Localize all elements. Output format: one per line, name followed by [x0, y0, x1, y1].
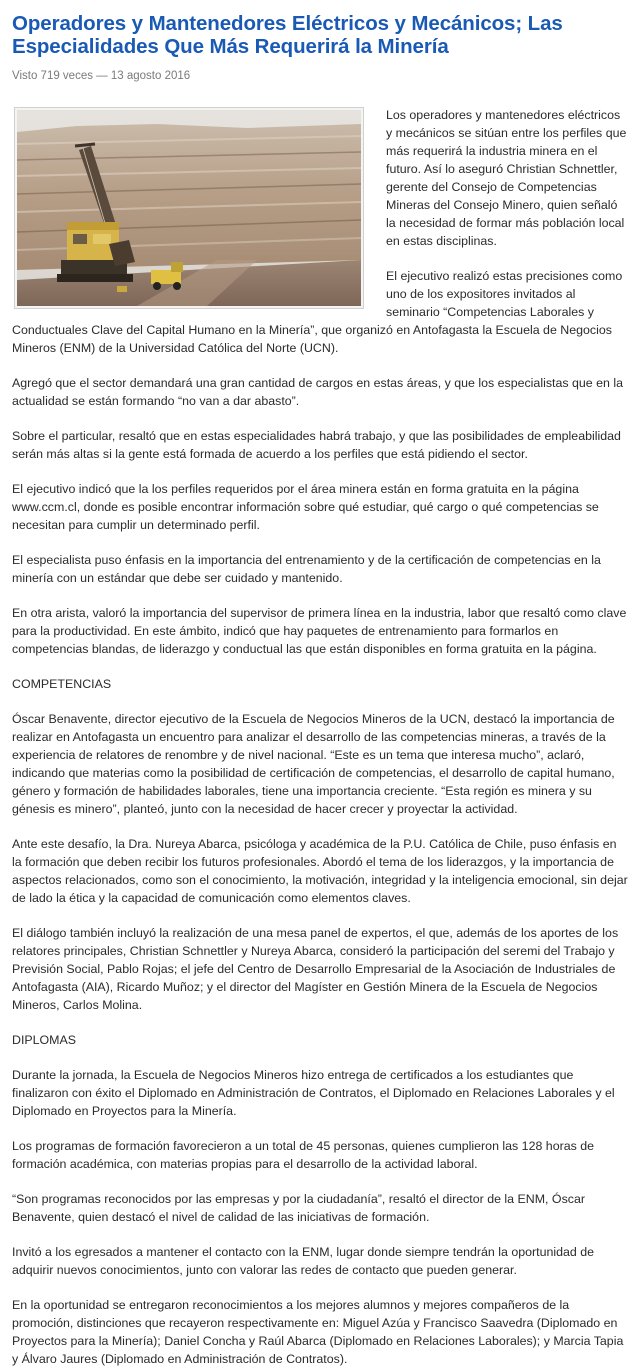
article-paragraph: El ejecutivo realizó estas precisiones como uno de los expositores invitados al seminario “Competencias Laborales y Conductuales Clave del Capital Humano en la Minería”, que organizó en Antofagasta la Escuela de Negocios Mineros (ENM) de la Universidad Católica del Norte (UCN).: [12, 269, 623, 355]
mining-shovel-photo: [17, 110, 361, 306]
article-title: Operadores y Mantenedores Eléctricos y Mecánicos; Las Especialidades Que Más Requerirá la Minería: [12, 12, 563, 58]
article-photo: [14, 107, 364, 309]
article-paragraph: El ejecutivo indicó que la los perfiles requeridos por el área minera están en forma gratuita en la página www.ccm.cl, donde es posible encontrar información sobre qué estudiar, qué cargo o qué competencias se necesitan para cumplir un determinado perfil.: [12, 482, 599, 532]
section-heading-diplomas: DIPLOMAS: [12, 1033, 77, 1047]
article-paragraph: Durante la jornada, la Escuela de Negocios Mineros hizo entrega de certificados a los estudiantes que finalizaron con éxito el Diplomado en Administración de Contratos, el Diplomado en Relaciones Laborales y el Diplomado en Proyectos para la Minería.: [12, 1068, 615, 1118]
article-paragraph: El especialista puso énfasis en la importancia del entrenamiento y de la certificación de competencias en la minería con un estándar que debe ser cuidado y mantenido.: [12, 553, 601, 585]
section-heading-competencias: COMPETENCIAS: [12, 677, 112, 691]
article-paragraph: El diálogo también incluyó la realización de una mesa panel de expertos, el que, además de los aportes de los relatores principales, Christian Schnettler y Nureya Abarca, consideró la participación del seremi del Trabajo y Previsión Social, Pablo Rojas; el jefe del Centro de Desarrollo Empresarial de la Asociación de Industriales de Antofagasta (AIA), Ricardo Muñoz; y el director del Magíster en Gestión Minera de la Escuela de Negocios Mineros, Carlos Molina.: [12, 926, 619, 1012]
article-paragraph: “Son programas reconocidos por las empresas y por la ciudadanía”, resaltó el director de la ENM, Óscar Benavente, quien destacó el nivel de calidad de las iniciativas de formación.: [12, 1192, 585, 1224]
article-paragraph: Ante este desafío, la Dra. Nureya Abarca, psicóloga y académica de la P.U. Católica de Chile, puso énfasis en la formación que deben recibir los futuros profesionales. Abordó el tema de los liderazgos, y la importancia de aspectos relacionados, como son el conocimiento, la motivación, integridad y la inteligencia emocional, sin dejar de lado la ética y la capacidad de comunicación como elementos claves.: [12, 837, 628, 905]
article-meta: Visto 719 veces — 13 agosto 2016: [12, 70, 191, 82]
article-paragraph: Invitó a los egresados a mantener el contacto con la ENM, lugar donde siempre tendrán la oportunidad de adquirir nuevos conocimientos, junto con valorar las redes de contacto que pueden generar.: [12, 1245, 595, 1277]
article-paragraph: Agregó que el sector demandará una gran cantidad de cargos en estas áreas, y que los especialistas que en la actualidad se están formando “no van a dar abasto”.: [12, 376, 623, 408]
article-paragraph: Sobre el particular, resaltó que en estas especialidades habrá trabajo, y que las posibilidades de empleabilidad serán más altas si la gente está formada de acuerdo a los perfiles que está pidiendo el sector.: [12, 429, 621, 461]
article-paragraph: Los operadores y mantenedores eléctricos y mecánicos se sitúan entre los perfiles que más requerirá la industria minera en el futuro. Así lo aseguró Christian Schnettler, gerente del Consejo de Competencias Mineras del Consejo Minero, quien señaló la necesidad de formar más población local en estas disciplinas.: [386, 108, 627, 248]
article-paragraph: En la oportunidad se entregaron reconocimientos a los mejores alumnos y mejores compañeros de la promoción, distinciones que recayeron respectivamente en: Miguel Azúa y Francisco Saavedra (Diplomado en Proyectos para la Minería); Daniel Concha y Raúl Abarca (Diplomado en Relaciones Laborales); y Marcia Tapia y Álvaro Jaures (Diplomado en Administración de Contratos).: [12, 1298, 624, 1366]
article-paragraph: En otra arista, valoró la importancia del supervisor de primera línea en la industria, labor que resaltó como clave para la productividad. En este ámbito, indicó que hay paquetes de entrenamiento para formarlos en competencias blandas, de liderazgo y conductual las que están disponibles en forma gratuita en la página.: [12, 606, 627, 656]
article-paragraph: Óscar Benavente, director ejecutivo de la Escuela de Negocios Mineros de la UCN, destacó la importancia de realizar en Antofagasta un encuentro para analizar el desarrollo de las competencias mineras, a través de la experiencia de relatores de renombre y de nivel nacional. “Este es un tema que interesa mucho”, aclaró, indicando que materias como la posibilidad de certificación de competencias, el desarrollo de capital humano, género y formación de habilidades laborales, tiene una importancia creciente. “Esta región es minera y su génesis es minero”, planteó, junto con la necesidad de hacer crecer y proyectar la actividad.: [12, 712, 615, 816]
article-paragraph: Los programas de formación favorecieron a un total de 45 personas, quienes cumplieron las 128 horas de formación académica, con materias propias para el desarrollo de la actividad laboral.: [12, 1139, 595, 1171]
